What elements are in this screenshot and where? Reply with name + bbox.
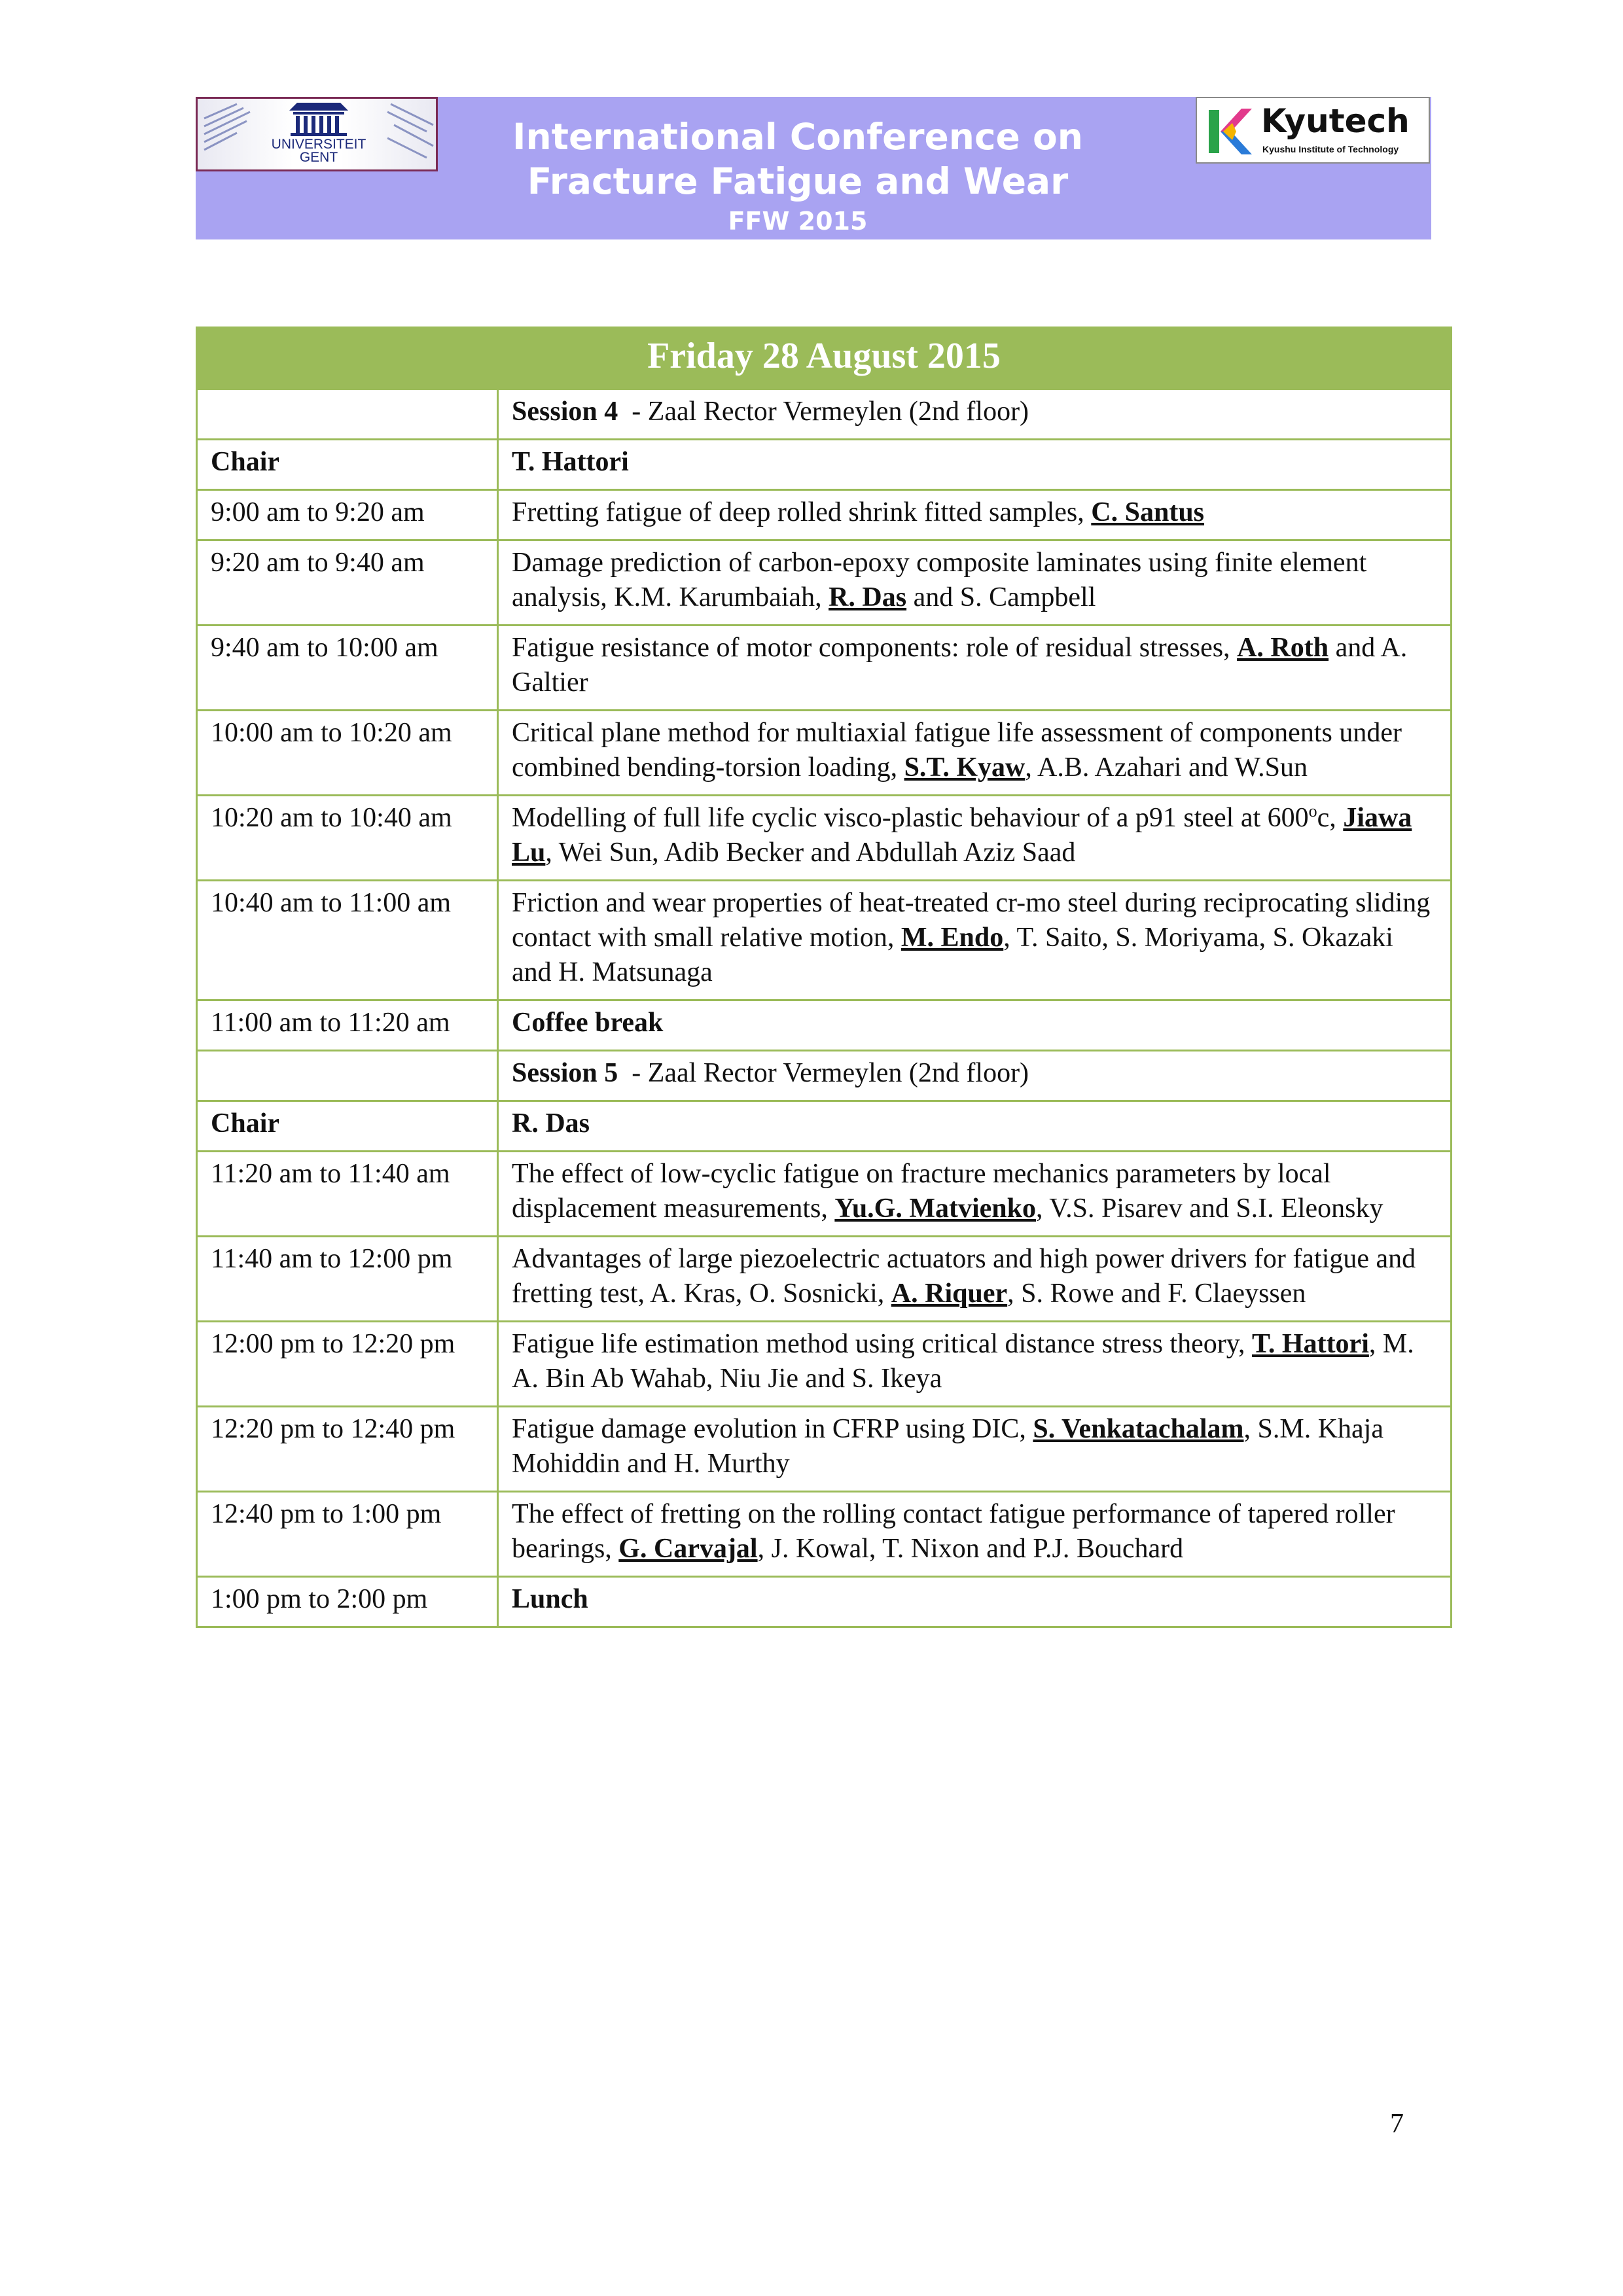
time-slot: 10:00 am to 10:20 am — [197, 711, 498, 796]
schedule-row — [197, 1577, 1452, 1627]
time-slot: 10:20 am to 10:40 am — [197, 796, 498, 881]
presenting-author: G. Carvajal — [618, 1534, 758, 1564]
schedule-row — [197, 796, 1452, 881]
presenting-author: A. Roth — [1237, 633, 1329, 663]
session-details — [498, 1407, 1452, 1492]
text-segment: , J. Kowal, T. Nixon and P.J. Bouchard — [757, 1534, 1184, 1564]
presenting-author: S.T. Kyaw — [904, 752, 1026, 783]
schedule-row — [197, 1492, 1452, 1577]
time-slot — [197, 389, 498, 440]
text-segment: Damage prediction of carbon-epoxy composite laminates using finite element analysis, K.M. Karumbaiah, — [512, 548, 1367, 612]
session-details — [498, 1322, 1452, 1407]
schedule-row — [197, 1000, 1452, 1051]
text-segment: Fatigue damage evolution in CFRP using DIC, — [512, 1414, 1033, 1444]
schedule-row — [197, 389, 1452, 440]
text-segment: and A. Galtier — [512, 633, 1408, 698]
text-segment: o — [1308, 802, 1317, 821]
bold-label: R. Das — [512, 1108, 590, 1139]
text-segment: , M. A. Bin Ab Wahab, Niu Jie and S. Ikeya — [512, 1329, 1414, 1394]
text-segment: Friction and wear properties of heat-treated cr-mo steel during reciprocating sliding contact with small relative motion, — [512, 888, 1431, 953]
presenting-author: S. Venkatachalam — [1033, 1414, 1244, 1444]
time-slot: 11:00 am to 11:20 am — [197, 1000, 498, 1051]
session-details — [498, 490, 1452, 540]
conference-banner — [196, 97, 1431, 239]
time-slot: 12:00 pm to 12:20 pm — [197, 1322, 498, 1407]
text-segment: The effect of fretting on the rolling contact fatigue performance of tapered roller bearings, — [512, 1499, 1395, 1564]
presenting-author: T. Hattori — [1252, 1329, 1369, 1359]
schedule-row — [197, 626, 1452, 711]
conference-title-line-3: FFW 2015 — [728, 207, 868, 236]
session-details — [498, 1051, 1452, 1101]
presenting-author: C. Santus — [1091, 497, 1205, 527]
schedule-row — [197, 711, 1452, 796]
day-header-row — [197, 328, 1452, 389]
session-details — [498, 796, 1452, 881]
text-segment: Fatigue resistance of motor components: role of residual stresses, — [512, 633, 1238, 663]
schedule-row — [197, 1407, 1452, 1492]
kyutech-k-icon — [1204, 103, 1256, 160]
text-segment: - Zaal Rector Vermeylen (2nd floor) — [618, 1058, 1029, 1088]
text-segment: , Wei Sun, Adib Becker and Abdullah Aziz Saad — [545, 838, 1076, 868]
schedule-row — [197, 881, 1452, 1000]
text-segment: , T. Saito, S. Moriyama, S. Okazaki and H. Matsunaga — [512, 923, 1393, 987]
ugent-logo — [196, 97, 438, 171]
presenting-author: Yu.G. Matvienko — [834, 1193, 1037, 1224]
text-segment: - Zaal Rector Vermeylen (2nd floor) — [618, 397, 1029, 427]
session-details — [498, 540, 1452, 626]
schedule-row — [197, 1152, 1452, 1237]
kyutech-logo — [1196, 97, 1430, 164]
session-details — [498, 881, 1452, 1000]
schedule-row — [197, 1237, 1452, 1322]
bold-label: Session 4 — [512, 397, 618, 427]
kyutech-subtitle: Kyushu Institute of Technology — [1262, 144, 1399, 154]
conference-title-line-2: Fracture Fatigue and Wear — [527, 160, 1069, 202]
text-segment: c, — [1317, 803, 1344, 833]
day-title: Friday 28 August 2015 — [197, 328, 1452, 389]
time-slot: 9:40 am to 10:00 am — [197, 626, 498, 711]
text-segment: Modelling of full life cyclic visco-plastic behaviour of a p91 steel at 600 — [512, 803, 1309, 833]
schedule-row — [197, 1101, 1452, 1152]
text-segment: and S. Campbell — [906, 582, 1096, 612]
chair-label: Chair — [197, 440, 498, 490]
time-slot: 12:40 pm to 1:00 pm — [197, 1492, 498, 1577]
ugent-wordmark: UNIVERSITEIT GENT — [271, 137, 366, 165]
session-details — [498, 1152, 1452, 1237]
session-details — [498, 389, 1452, 440]
schedule-row — [197, 1051, 1452, 1101]
text-segment: The effect of low-cyclic fatigue on fracture mechanics parameters by local displacement measurements, — [512, 1159, 1331, 1224]
schedule-table — [196, 327, 1452, 1628]
schedule-row — [197, 440, 1452, 490]
text-segment: Advantages of large piezoelectric actuators and high power drivers for fatigue and fretting test, A. Kras, O. Sosnicki, — [512, 1244, 1416, 1309]
time-slot — [197, 1051, 498, 1101]
text-segment: Fatigue life estimation method using critical distance stress theory, — [512, 1329, 1253, 1359]
time-slot: 1:00 pm to 2:00 pm — [197, 1577, 498, 1627]
session-details — [498, 1492, 1452, 1577]
time-slot: 11:20 am to 11:40 am — [197, 1152, 498, 1237]
conference-title-line-1: International Conference on — [512, 116, 1083, 158]
time-slot: 10:40 am to 11:00 am — [197, 881, 498, 1000]
session-details — [498, 1577, 1452, 1627]
presenting-author: Jiawa Lu — [512, 803, 1412, 868]
time-slot: 9:20 am to 9:40 am — [197, 540, 498, 626]
session-details — [498, 440, 1452, 490]
text-segment: , S.M. Khaja Mohiddin and H. Murthy — [512, 1414, 1383, 1479]
chair-label: Chair — [197, 1101, 498, 1152]
time-slot: 11:40 am to 12:00 pm — [197, 1237, 498, 1322]
time-slot: 12:20 pm to 12:40 pm — [197, 1407, 498, 1492]
presenting-author: R. Das — [829, 582, 907, 612]
text-segment: , V.S. Pisarev and S.I. Eleonsky — [1036, 1193, 1383, 1224]
bold-label: Coffee break — [512, 1008, 664, 1038]
text-segment: Fretting fatigue of deep rolled shrink fitted samples, — [512, 497, 1092, 527]
session-details — [498, 1237, 1452, 1322]
session-details — [498, 1101, 1452, 1152]
session-details — [498, 711, 1452, 796]
kyutech-wordmark: Kyutech — [1261, 102, 1410, 140]
session-details — [498, 1000, 1452, 1051]
presenting-author: A. Riquer — [891, 1279, 1008, 1309]
bold-label: T. Hattori — [512, 447, 629, 477]
text-segment: , A.B. Azahari and W.Sun — [1025, 752, 1308, 783]
schedule-row — [197, 490, 1452, 540]
presenting-author: M. Endo — [901, 923, 1004, 953]
bold-label: Session 5 — [512, 1058, 618, 1088]
page-number: 7 — [1390, 2109, 1404, 2139]
schedule-row — [197, 540, 1452, 626]
time-slot: 9:00 am to 9:20 am — [197, 490, 498, 540]
bold-label: Lunch — [512, 1584, 588, 1614]
session-details — [498, 626, 1452, 711]
schedule-row — [197, 1322, 1452, 1407]
text-segment: , S. Rowe and F. Claeyssen — [1007, 1279, 1306, 1309]
text-segment: Critical plane method for multiaxial fatigue life assessment of components under combined bending-torsion loading, — [512, 718, 1402, 783]
